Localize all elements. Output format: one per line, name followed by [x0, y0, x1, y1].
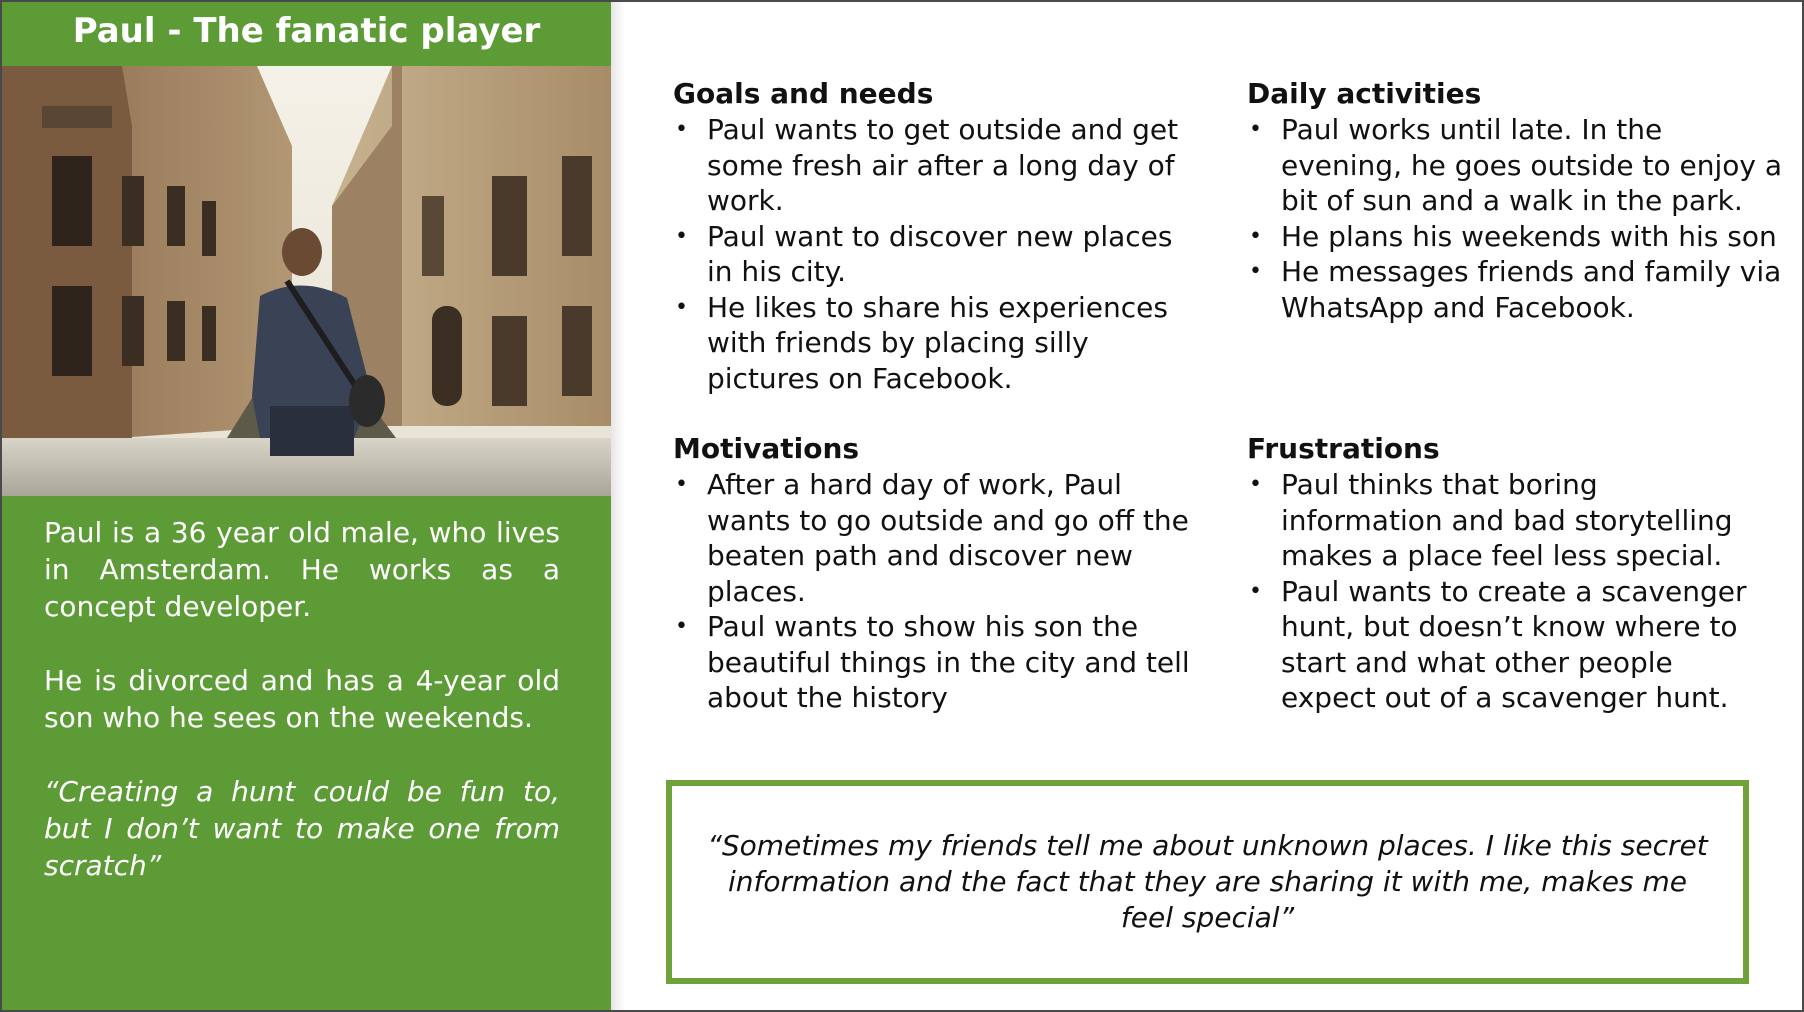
bullet-icon: •: [1249, 578, 1262, 604]
persona-panel: [2, 2, 611, 1010]
daily-activities-section: [1247, 76, 1787, 325]
bullet-icon: •: [1249, 117, 1262, 142]
section-heading: Motivations: [673, 432, 860, 465]
motivations-section: [673, 431, 1193, 716]
city-canal-photo: [2, 66, 611, 496]
quote-text: “Sometimes my friends tell me about unknown places. I like this secret information and the fact that they are sharing it with me, makes me feel special”: [707, 829, 1708, 934]
list-item: • He messages friends and family via WhatsApp and Facebook.: [1249, 255, 1782, 324]
bullet-icon: •: [1249, 259, 1262, 284]
list-item: • Paul works until late. In the evening, he goes outside to enjoy a bit of sun and a walk in the park.: [1249, 113, 1783, 217]
frustrations-section: [1247, 431, 1767, 716]
motivations-list: [673, 467, 1193, 716]
bullet-icon: •: [675, 223, 688, 249]
list-item: • Paul wants to show his son the beautiful things in the city and tell about the history: [675, 610, 1190, 714]
section-heading: Frustrations: [1247, 432, 1440, 465]
list-item: • Paul thinks that boring information and bad storytelling makes a place feel less special.: [1249, 468, 1733, 572]
bullet-icon: •: [675, 472, 688, 497]
bullet-icon: •: [675, 117, 688, 142]
section-heading: Daily activities: [1247, 77, 1482, 110]
quote-box: [666, 780, 1749, 984]
list-item: • He plans his weekends with his son: [1249, 219, 1777, 253]
bullet-icon: •: [675, 614, 688, 639]
goals-list: [673, 112, 1193, 396]
bullet-icon: •: [1249, 223, 1262, 249]
persona-quote: “Creating a hunt could be fun to, but I don’t want to make one from scratch”: [44, 775, 560, 882]
panel-divider: [611, 2, 625, 1010]
list-item: • After a hard day of work, Paul wants to go outside and go off the beaten path and discover new places.: [675, 468, 1189, 608]
persona-bio: [44, 514, 560, 884]
bullet-icon: •: [1249, 472, 1262, 497]
list-item: • Paul want to discover new places in his city.: [675, 219, 1173, 288]
list-item: • He likes to share his experiences with friends by placing silly pictures on Facebook.: [675, 290, 1168, 395]
section-heading: Goals and needs: [673, 77, 934, 110]
bio-text: Paul is a 36 year old male, who lives in Amsterdam. He works as a concept developer.: [44, 516, 560, 623]
frustrations-list: [1247, 467, 1767, 716]
list-item: • Paul wants to create a scavenger hunt, but doesn’t know where to start and what other people expect out of a scavenger hunt.: [1249, 574, 1747, 714]
persona-title: Paul - The fanatic player: [72, 11, 541, 51]
bullet-icon: •: [675, 294, 688, 320]
family-text: He is divorced and has a 4-year old son who he sees on the weekends.: [44, 664, 560, 734]
list-item: • Paul wants to get outside and get some fresh air after a long day of work.: [675, 113, 1179, 217]
goals-section: [673, 76, 1193, 396]
daily-list: [1247, 112, 1787, 325]
